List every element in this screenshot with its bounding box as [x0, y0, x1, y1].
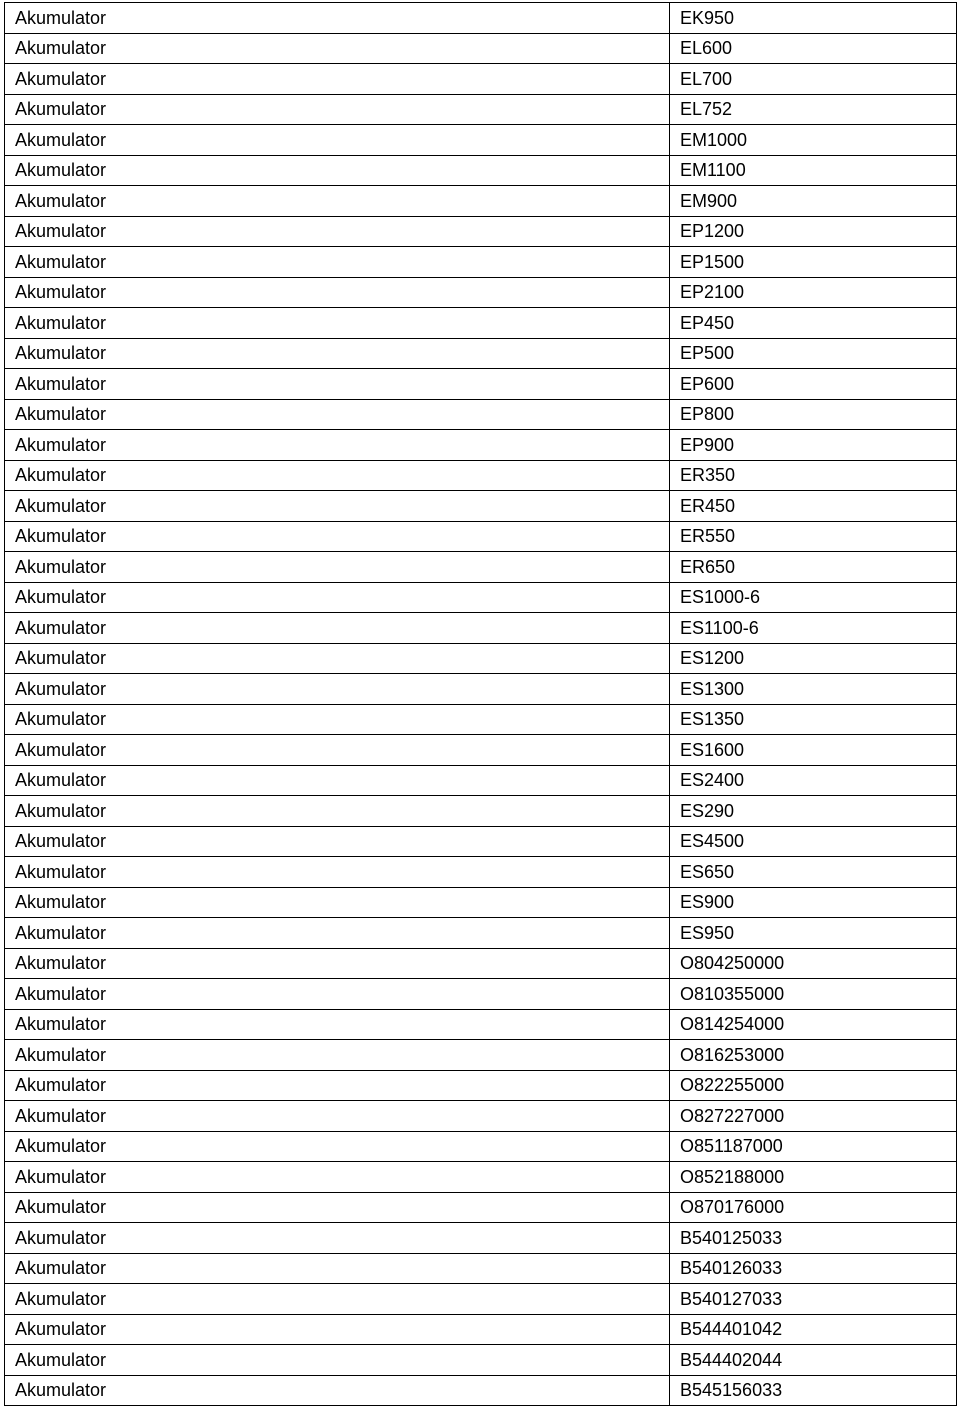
- table-row: [5, 643, 957, 674]
- product-name-cell: Akumulator: [5, 1131, 670, 1162]
- product-name-cell: Akumulator: [5, 826, 670, 857]
- product-code-cell: B540127033: [670, 1284, 957, 1315]
- product-name-cell: Akumulator: [5, 491, 670, 522]
- table-row: [5, 155, 957, 186]
- table-row: [5, 186, 957, 217]
- table-row: [5, 430, 957, 461]
- table-row: [5, 3, 957, 34]
- product-name-cell: Akumulator: [5, 521, 670, 552]
- table-row: [5, 216, 957, 247]
- table-row: [5, 887, 957, 918]
- table-row: [5, 918, 957, 949]
- table-row: [5, 735, 957, 766]
- product-code-cell: ER650: [670, 552, 957, 583]
- product-name-cell: Akumulator: [5, 1192, 670, 1223]
- table-row: [5, 979, 957, 1010]
- product-name-cell: Akumulator: [5, 155, 670, 186]
- table-row: [5, 674, 957, 705]
- product-name-cell: Akumulator: [5, 125, 670, 156]
- product-code-cell: ES1350: [670, 704, 957, 735]
- table-row: [5, 277, 957, 308]
- table-row: [5, 704, 957, 735]
- product-name-cell: Akumulator: [5, 1375, 670, 1406]
- table-row: [5, 1009, 957, 1040]
- product-code-cell: EP1500: [670, 247, 957, 278]
- table-row: [5, 521, 957, 552]
- table-row: [5, 857, 957, 888]
- product-code-cell: B545156033: [670, 1375, 957, 1406]
- table-row: [5, 1162, 957, 1193]
- product-code-cell: EP800: [670, 399, 957, 430]
- table-row: [5, 33, 957, 64]
- product-code-cell: O810355000: [670, 979, 957, 1010]
- product-code-cell: ES1000-6: [670, 582, 957, 613]
- product-name-cell: Akumulator: [5, 887, 670, 918]
- product-code-cell: ER450: [670, 491, 957, 522]
- product-code-cell: EL700: [670, 64, 957, 95]
- product-name-cell: Akumulator: [5, 216, 670, 247]
- product-name-cell: Akumulator: [5, 460, 670, 491]
- product-name-cell: Akumulator: [5, 1223, 670, 1254]
- product-name-cell: Akumulator: [5, 948, 670, 979]
- product-name-cell: Akumulator: [5, 3, 670, 34]
- table-row: [5, 369, 957, 400]
- table-row: [5, 1314, 957, 1345]
- table-row: [5, 948, 957, 979]
- product-name-cell: Akumulator: [5, 1253, 670, 1284]
- product-code-cell: ES1200: [670, 643, 957, 674]
- table-row: [5, 1040, 957, 1071]
- product-name-cell: Akumulator: [5, 247, 670, 278]
- product-name-cell: Akumulator: [5, 1101, 670, 1132]
- table-row: [5, 247, 957, 278]
- product-code-cell: B540125033: [670, 1223, 957, 1254]
- product-name-cell: Akumulator: [5, 308, 670, 339]
- product-name-cell: Akumulator: [5, 338, 670, 369]
- table-row: [5, 125, 957, 156]
- product-name-cell: Akumulator: [5, 857, 670, 888]
- product-code-cell: O804250000: [670, 948, 957, 979]
- product-name-cell: Akumulator: [5, 674, 670, 705]
- product-name-cell: Akumulator: [5, 796, 670, 827]
- product-code-cell: EP1200: [670, 216, 957, 247]
- table-row: [5, 1101, 957, 1132]
- table-row: [5, 582, 957, 613]
- product-code-cell: B540126033: [670, 1253, 957, 1284]
- product-code-cell: EP600: [670, 369, 957, 400]
- product-code-cell: O816253000: [670, 1040, 957, 1071]
- product-name-cell: Akumulator: [5, 277, 670, 308]
- product-code-cell: O822255000: [670, 1070, 957, 1101]
- product-code-cell: ES1100-6: [670, 613, 957, 644]
- table-row: [5, 826, 957, 857]
- product-name-cell: Akumulator: [5, 1345, 670, 1376]
- table-row: [5, 1223, 957, 1254]
- product-name-cell: Akumulator: [5, 1284, 670, 1315]
- product-name-cell: Akumulator: [5, 735, 670, 766]
- table-row: [5, 399, 957, 430]
- product-name-cell: Akumulator: [5, 918, 670, 949]
- product-name-cell: Akumulator: [5, 552, 670, 583]
- product-code-cell: ER550: [670, 521, 957, 552]
- product-name-cell: Akumulator: [5, 765, 670, 796]
- table-row: [5, 308, 957, 339]
- product-name-cell: Akumulator: [5, 613, 670, 644]
- table-row: [5, 1345, 957, 1376]
- table-row: [5, 613, 957, 644]
- product-name-cell: Akumulator: [5, 1040, 670, 1071]
- product-name-cell: Akumulator: [5, 1162, 670, 1193]
- product-code-cell: ES290: [670, 796, 957, 827]
- table-row: [5, 1192, 957, 1223]
- table-row: [5, 94, 957, 125]
- product-code-cell: O827227000: [670, 1101, 957, 1132]
- product-code-cell: ES950: [670, 918, 957, 949]
- table-row: [5, 1375, 957, 1406]
- product-name-cell: Akumulator: [5, 979, 670, 1010]
- parts-table-body: [5, 3, 957, 1406]
- product-name-cell: Akumulator: [5, 33, 670, 64]
- product-code-cell: ES1300: [670, 674, 957, 705]
- table-row: [5, 796, 957, 827]
- table-row: [5, 1253, 957, 1284]
- parts-table: [4, 2, 957, 1406]
- product-code-cell: EP2100: [670, 277, 957, 308]
- table-row: [5, 491, 957, 522]
- table-row: [5, 1131, 957, 1162]
- product-code-cell: EL752: [670, 94, 957, 125]
- product-code-cell: ES2400: [670, 765, 957, 796]
- product-code-cell: EM1100: [670, 155, 957, 186]
- product-code-cell: O870176000: [670, 1192, 957, 1223]
- product-code-cell: ES650: [670, 857, 957, 888]
- table-row: [5, 765, 957, 796]
- table-row: [5, 64, 957, 95]
- product-code-cell: EP500: [670, 338, 957, 369]
- product-code-cell: ES1600: [670, 735, 957, 766]
- product-code-cell: EP450: [670, 308, 957, 339]
- product-code-cell: EL600: [670, 33, 957, 64]
- product-code-cell: O814254000: [670, 1009, 957, 1040]
- product-code-cell: O851187000: [670, 1131, 957, 1162]
- table-row: [5, 1284, 957, 1315]
- product-code-cell: EM1000: [670, 125, 957, 156]
- product-name-cell: Akumulator: [5, 430, 670, 461]
- product-code-cell: EP900: [670, 430, 957, 461]
- product-code-cell: O852188000: [670, 1162, 957, 1193]
- product-code-cell: EM900: [670, 186, 957, 217]
- product-name-cell: Akumulator: [5, 582, 670, 613]
- product-name-cell: Akumulator: [5, 1009, 670, 1040]
- table-row: [5, 338, 957, 369]
- product-code-cell: B544402044: [670, 1345, 957, 1376]
- table-row: [5, 1070, 957, 1101]
- product-code-cell: B544401042: [670, 1314, 957, 1345]
- product-code-cell: EK950: [670, 3, 957, 34]
- table-row: [5, 460, 957, 491]
- product-code-cell: ES900: [670, 887, 957, 918]
- product-name-cell: Akumulator: [5, 1314, 670, 1345]
- product-code-cell: ER350: [670, 460, 957, 491]
- product-name-cell: Akumulator: [5, 399, 670, 430]
- product-name-cell: Akumulator: [5, 643, 670, 674]
- product-name-cell: Akumulator: [5, 186, 670, 217]
- product-name-cell: Akumulator: [5, 64, 670, 95]
- product-name-cell: Akumulator: [5, 369, 670, 400]
- product-code-cell: ES4500: [670, 826, 957, 857]
- product-name-cell: Akumulator: [5, 1070, 670, 1101]
- product-name-cell: Akumulator: [5, 94, 670, 125]
- table-row: [5, 552, 957, 583]
- product-name-cell: Akumulator: [5, 704, 670, 735]
